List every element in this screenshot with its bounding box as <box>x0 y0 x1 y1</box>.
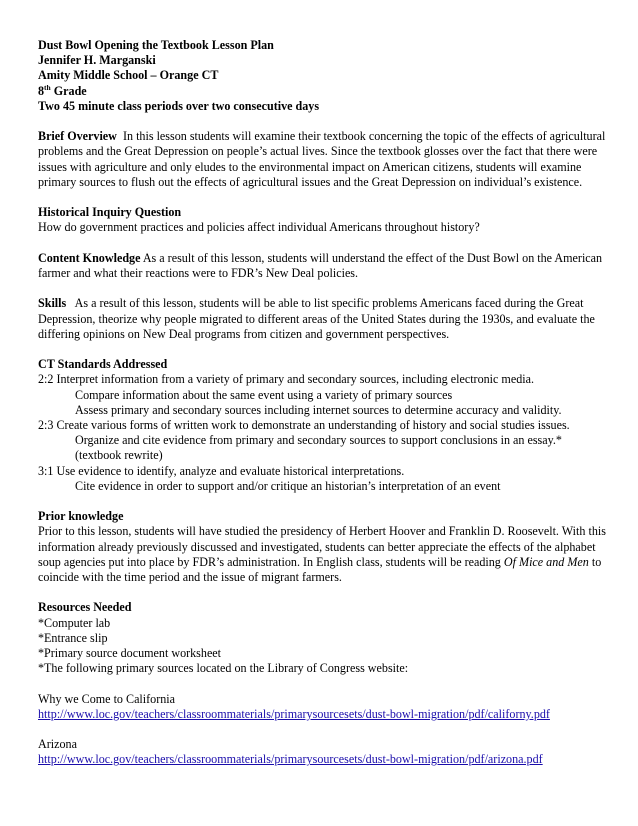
standard-3-1-a: Cite evidence in order to support and/or critique an historian’s interpretation of an event <box>75 478 501 493</box>
brief-overview-section <box>38 129 608 190</box>
standard-2-2: 2:2 Interpret information from a variety of primary and secondary sources, including electronic media. <box>38 372 535 387</box>
standard-2-2-b: Assess primary and secondary sources including internet sources to determine accuracy and validity. <box>75 402 562 417</box>
content-knowledge-heading: Content Knowledge <box>38 250 141 265</box>
brief-overview-text: In this lesson students will examine their textbook concerning the topic of the effects of agricultural problems and the Great Depression on people’s actual lives. Since the textbook glosses over the fact that there were issues with agriculture and only eludes to the environmental impact on American citizens, students will examine primary sources to flush out the effects of agricultural issues and the Great Depression on individual’s existence. <box>38 129 606 189</box>
resource-item: *Primary source document worksheet <box>38 646 222 661</box>
standard-2-2-a: Compare information about the same event using a variety of primary sources <box>75 387 453 402</box>
standard-3-1: 3:1 Use evidence to identify, analyze and evaluate historical interpretations. <box>38 463 405 478</box>
standard-2-3-a: Organize and cite evidence from primary and secondary sources to support conclusions in an essay.*(textbook rewrite) <box>75 433 562 463</box>
class-duration: Two 45 minute class periods over two consecutive days <box>38 98 320 113</box>
grade-level <box>38 84 608 99</box>
resources-heading: Resources Needed <box>38 600 132 615</box>
source-link-california[interactable]: http://www.loc.gov/teachers/classroommaterials/primarysourcesets/dust-bowl-migration/pdf/californy.pdf <box>38 706 550 721</box>
content-knowledge-section <box>38 251 608 281</box>
school-name: Amity Middle School – Orange CT <box>38 68 219 83</box>
skills-text: As a result of this lesson, students will be able to list specific problems Americans faced during the Great Depression, theorize why people migrated to different areas of the United States during the 1930s, and evaluate the differing opinions on New Deal programs from citizen and government perspectives. <box>38 296 595 341</box>
grade-ordinal: th <box>44 82 51 92</box>
standards-heading: CT Standards Addressed <box>38 357 168 372</box>
prior-knowledge-text-end: to coincide with the time period and the issue of migrant farmers. <box>38 554 602 585</box>
resource-item: *Computer lab <box>38 615 111 630</box>
content-knowledge-text: As a result of this lesson, students will understand the effect of the Dust Bowl on the American farmer and what their reactions were to FDR’s New Deal policies. <box>38 250 603 280</box>
skills-section <box>38 296 608 342</box>
source-title-california: Why we Come to California <box>38 691 176 706</box>
prior-knowledge-heading: Prior knowledge <box>38 509 124 524</box>
prior-knowledge-text-start: Prior to this lesson, students will have studied the presidency of Herbert Hoover and Franklin D. Roosevelt. With this information already previously discussed and investigated, students can better appreciate the effects of the alphabet soup agencies put into place by FDR’s administration. In English class, students will be reading <box>38 524 606 569</box>
prior-knowledge-text <box>38 524 608 585</box>
resource-item: *Entrance slip <box>38 630 108 645</box>
book-title: Of Mice and Men <box>503 554 589 569</box>
skills-heading: Skills <box>38 296 67 311</box>
inquiry-text: How do government practices and policies affect individual Americans throughout history? <box>38 220 480 235</box>
grade-word: Grade <box>53 83 87 98</box>
source-title-arizona: Arizona <box>38 737 77 752</box>
standard-2-3: 2:3 Create various forms of written work to demonstrate an understanding of history and social studies issues. <box>38 418 570 432</box>
author-name: Jennifer H. Marganski <box>38 53 156 68</box>
inquiry-heading: Historical Inquiry Question <box>38 205 182 220</box>
resource-item: *The following primary sources located on the Library of Congress website: <box>38 661 409 676</box>
source-link-arizona[interactable]: http://www.loc.gov/teachers/classroommaterials/primarysourcesets/dust-bowl-migration/pdf/arizona.pdf <box>38 752 543 767</box>
brief-overview-heading: Brief Overview <box>38 129 117 144</box>
grade-number: 8 <box>38 83 45 98</box>
lesson-title: Dust Bowl Opening the Textbook Lesson Plan <box>38 38 274 52</box>
